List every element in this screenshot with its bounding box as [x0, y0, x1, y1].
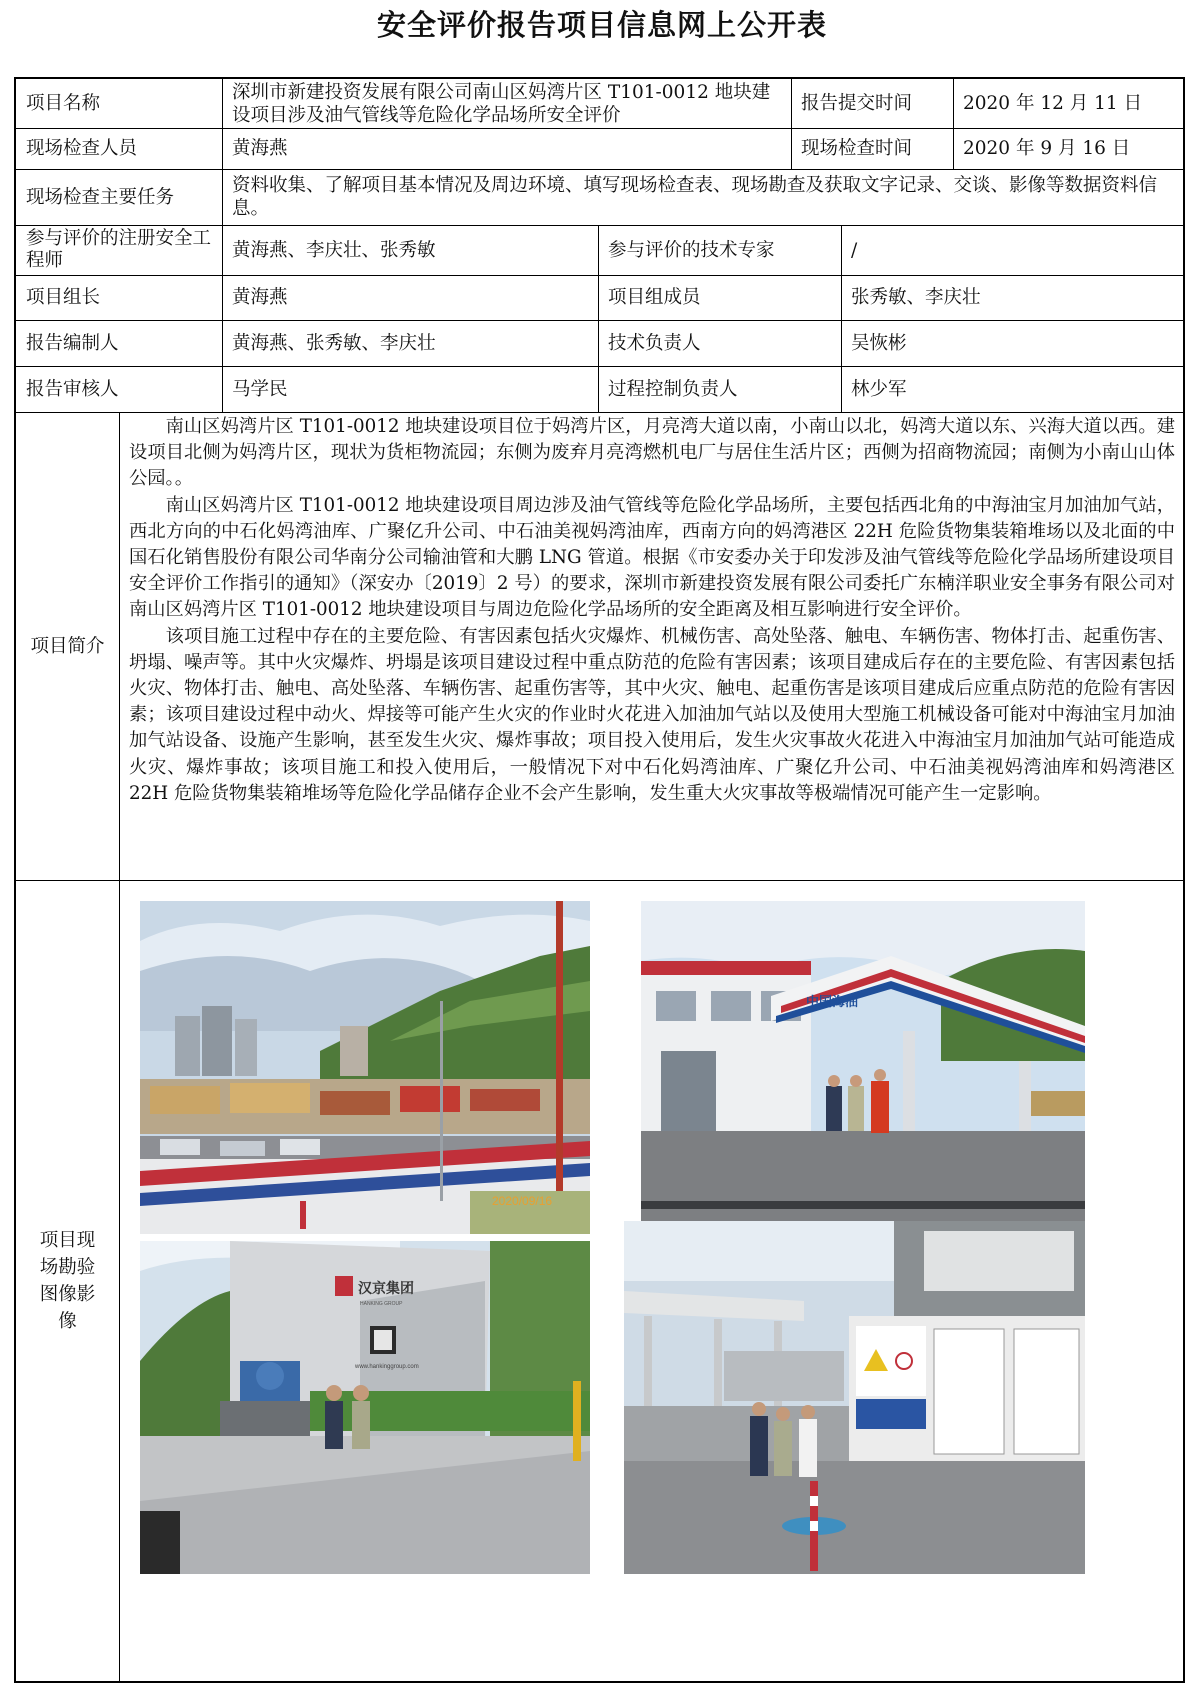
- site-photo-yard: [140, 901, 590, 1234]
- hanking-url: www.hankinggroup.com: [355, 1364, 419, 1370]
- inspect-time-value: 2020 年 9 月 16 日: [963, 138, 1131, 159]
- engineer-value: 黄海燕、李庆壮、张秀敏: [232, 239, 436, 261]
- submit-time-value: 2020 年 12 月 11 日: [963, 93, 1143, 114]
- page-title: 安全评价报告项目信息网上公开表: [376, 8, 827, 42]
- site-photo-depot: [624, 1221, 1085, 1574]
- process-value: 林少军: [851, 378, 907, 400]
- project-name-label: 项目名称: [26, 93, 101, 114]
- submit-time-label: 报告提交时间: [801, 93, 913, 114]
- leader-label: 项目组长: [26, 287, 101, 308]
- process-label: 过程控制负责人: [608, 378, 738, 400]
- engineer-label: 参与评价的注册安全工程师: [26, 228, 212, 271]
- site-photo-hanking: [140, 1241, 590, 1574]
- member-label: 项目组成员: [608, 287, 701, 308]
- summary-label: 项目简介: [30, 635, 105, 657]
- hanking-logo-sub: HANKING GROUP: [360, 1301, 403, 1307]
- reviewer-label: 报告审核人: [26, 378, 119, 400]
- summary-paragraph: 该项目施工过程中存在的主要危险、有害因素包括火灾爆炸、机械伤害、高处坠落、触电、车辆伤害、物体打击、起重伤害、坍塌、噪声等。其中火灾爆炸、坍塌是该项目建设过程中重点防范的危险有害因素；该项目建成后存在的主要危险、有害因素包括火灾、物体打击、触电、高处坠落、车辆伤害、起重伤害等，其中火灾、触电、起重伤害是该项目建成后应重点防范的危险有害因素；该项目建设过程中动火、焊接等可能产生火灾的作业时火花进入加油加气站以及使用大型施工机械设备可能对中海油宝月加油加气站设备、设施产生影响，甚至发生火灾、爆炸事故；项目投入使用后，发生火灾事故火花进入中海油宝月加油加气站可能造成火灾、爆炸事故；该项目施工和投入使用后，一般情况下对中石化妈湾油库、广聚亿升公司、中石油美视妈湾油库和妈湾港区 22H 危险货物集装箱堆场等危险化学品储存企业不会产生影响，发生重大火灾事故等极端情况可能产生一定影响。: [129, 625, 1175, 804]
- author-value: 黄海燕、张秀敏、李庆壮: [232, 332, 436, 354]
- inspect-time-label: 现场检查时间: [801, 138, 913, 159]
- expert-label: 参与评价的技术专家: [608, 239, 775, 261]
- photo-timestamp: 2020/09/16: [492, 1194, 553, 1208]
- summary-paragraph: 南山区妈湾片区 T101-0012 地块建设项目周边涉及油气管线等危险化学品场所，主要包括西北角的中海油宝月加油加气站，西北方向的中石化妈湾油库、广聚亿升公司、中石油美视妈湾油库，西南方向的妈湾港区 22H 危险货物集装箱堆场以及北面的中国石化销售股份有限公司华南分公司输油管和大鹏 LNG 管道。根据《市安委办关于印发涉及油气管线等危险化学品场所建设项目安全评价工作指引的通知》（深安办〔2019〕2 号）的要求，深圳市新建投资发展有限公司委托广东楠洋职业安全事务有限公司对南山区妈湾片区 T101-0012 地块建设项目与周边危险化学品场所的安全距离及相互影响进行安全评价。: [129, 494, 1175, 621]
- reviewer-value: 马学民: [232, 378, 288, 400]
- task-label: 现场检查主要任务: [26, 186, 175, 208]
- inspector-label: 现场检查人员: [26, 138, 138, 159]
- task-value: 资料收集、了解项目基本情况及周边环境、填写现场检查表、现场勘查及获取文字记录、交谈、影像等数据资料信息。: [232, 175, 1158, 219]
- site-photo-gas-station: [641, 901, 1085, 1234]
- tech-label: 技术负责人: [608, 332, 701, 354]
- inspector-value: 黄海燕: [232, 138, 288, 159]
- station-sign: 中国海油: [806, 995, 859, 1010]
- info-table: [14, 77, 1185, 1683]
- summary-paragraph: 南山区妈湾片区 T101-0012 地块建设项目位于妈湾片区，月亮湾大道以南，小南山以北，妈湾大道以东、兴海大道以西。建设项目北侧为妈湾片区，现状为货柜物流园；东侧为废弃月亮湾燃机电厂与居住生活片区；西侧为招商物流园；南侧为小南山山体公园。。: [129, 416, 1175, 490]
- summary-text: [119, 414, 1183, 878]
- tech-value: 吴恢彬: [851, 332, 907, 354]
- expert-value: /: [851, 239, 858, 261]
- photos-label: 项目现场勘验图像影像: [39, 1229, 96, 1332]
- project-name-value: 深圳市新建投资发展有限公司南山区妈湾片区 T101-0012 地块建设项目涉及油气管线等危险化学品场所安全评价: [232, 81, 771, 126]
- leader-value: 黄海燕: [232, 287, 288, 308]
- member-value: 张秀敏、李庆壮: [851, 287, 981, 308]
- hanking-logo: 汉京集团: [358, 1281, 414, 1297]
- author-label: 报告编制人: [26, 332, 119, 354]
